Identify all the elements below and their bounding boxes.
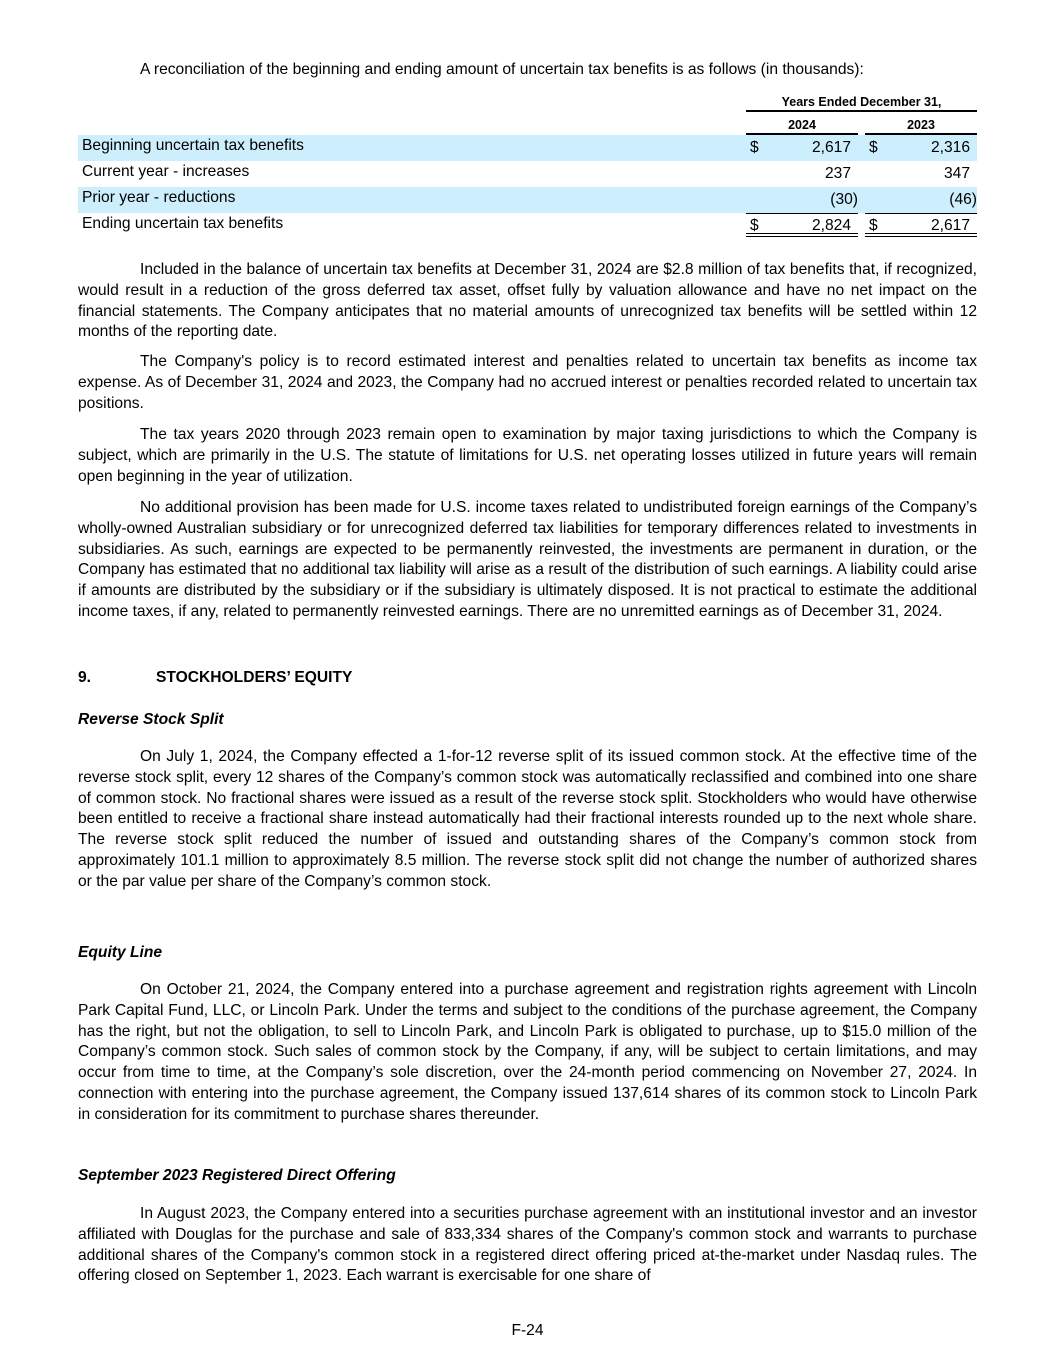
cell-2024: [746, 213, 858, 237]
currency-symbol: $: [869, 217, 878, 234]
paragraph-open-tax-years: The tax years 2020 through 2023 remain open to examination by major taxing jurisdictions to which the Company is subject, which are primarily in the U.S. The statute of limitations for U.S. net operating losses utilized in future years will remain open beginning in the year of utilization.: [78, 426, 977, 485]
cell-2023: [865, 190, 977, 212]
amount: 237: [824, 165, 851, 182]
amount: (30): [830, 191, 858, 208]
cell-2024: [746, 164, 858, 186]
section-number: 9.: [78, 669, 92, 686]
subsection-title-reverse-stock-split: Reverse Stock Split: [78, 711, 224, 728]
cell-2024: [746, 190, 858, 212]
currency-symbol: $: [869, 139, 878, 156]
amount: 2,824: [811, 217, 851, 234]
cell-2023: [865, 138, 977, 160]
cell-2023: [865, 213, 977, 237]
amount: 347: [943, 165, 970, 182]
subsection-title-equity-line: Equity Line: [78, 944, 163, 961]
paragraph-equity-line: On October 21, 2024, the Company entered into a purchase agreement and registration rights agreement with Lincoln Park Capital Fund, LLC, or Lincoln Park. Under the terms and subject to the conditions of the purchase agreement, the Company has the right, but not the obligation, to sell to Lincoln Park, and Lincoln Park is obligated to purchase, up to $15.0 million of the Company’s common stock. Such sales of common stock by the Company, if any, will be subject to certain limitations, and may occur from time to time, at the Company’s sole discretion, over the 24-month period commencing on November 27, 2024. In connection with entering into the purchase agreement, the Company issued 137,614 shares of its common stock to Lincoln Park in consideration for its commitment to purchase shares thereunder.: [78, 981, 977, 1123]
subsection-title-registered-direct-offering: September 2023 Registered Direct Offering: [78, 1167, 396, 1184]
amount: 2,617: [930, 217, 970, 234]
paragraph-interest-penalties-policy: The Company's policy is to record estimated interest and penalties related to uncertain tax benefits as income tax expense. As of December 31, 2024 and 2023, the Company had no accrued interest or penalties recorded related to uncertain tax positions.: [78, 353, 977, 412]
currency-symbol: $: [750, 217, 759, 234]
table-row-ending: [78, 213, 977, 239]
paragraph-uncertain-tax-balance: Included in the balance of uncertain tax benefits at December 31, 2024 are $2.8 million of tax benefits that, if recognized, would result in a reduction of the gross deferred tax asset, offset fully by valuation allowance and have no net impact on the financial statements. The Company anticipates that no material amounts of unrecognized tax benefits will be settled within 12 months of the reporting date.: [78, 261, 977, 341]
section-title: STOCKHOLDERS’ EQUITY: [156, 669, 353, 686]
row-label: Prior year - reductions: [82, 189, 236, 206]
year-headers: [746, 116, 977, 136]
table-row-current-year-increases: [78, 161, 977, 187]
year-header-2023: 2023: [865, 116, 977, 135]
row-label: Beginning uncertain tax benefits: [82, 137, 304, 154]
table-row-prior-year-reductions: [78, 187, 977, 213]
table-row-beginning: [78, 135, 977, 161]
amount: (46): [949, 191, 977, 208]
row-label: Ending uncertain tax benefits: [82, 215, 284, 232]
cell-2024: [746, 138, 858, 160]
table-intro-text: A reconciliation of the beginning and ending amount of uncertain tax benefits is as follows (in thousands):: [140, 61, 864, 78]
paragraph-registered-direct-offering: In August 2023, the Company entered into a securities purchase agreement with an institutional investor and an investor affiliated with Douglas for the purchase and sale of 833,334 shares of the Company's common stock and warrants to purchase additional shares of the Company's common stock in a registered direct offering priced at-the-market under Nasdaq rules. The offering closed on September 1, 2023. Each warrant is exercisable for one share of: [78, 1205, 977, 1285]
row-label: Current year - increases: [82, 163, 250, 180]
currency-symbol: $: [750, 139, 759, 156]
period-header: Years Ended December 31,: [746, 92, 977, 112]
paragraph-foreign-earnings: No additional provision has been made for U.S. income taxes related to undistributed foreign earnings of the Company’s wholly-owned Australian subsidiary or for unrecognized deferred tax liabilities for temporary differences related to investments in subsidiaries. As such, earnings are expected to be permanently reinvested, the investments are permanent in duration, or the Company has estimated that no additional tax liability will arise as a result of the distribution of such earnings. A liability could arise if amounts are distributed by the subsidiary or if the subsidiary is ultimately disposed. It is not practical to estimate the additional income taxes, if any, related to permanently reinvested earnings. There are no unremitted earnings as of December 31, 2024.: [78, 499, 977, 620]
amount: 2,617: [811, 139, 851, 156]
cell-2023: [865, 164, 977, 186]
year-header-2024: 2024: [746, 116, 858, 135]
amount: 2,316: [930, 139, 970, 156]
paragraph-reverse-stock-split: On July 1, 2024, the Company effected a 1-for-12 reverse split of its issued common stock. At the effective time of the reverse stock split, every 12 shares of the Company’s common stock was automatically reclassified and combined into one share of common stock. No fractional shares were issued as a result of the reverse stock split. Stockholders who would have otherwise been entitled to receive a fractional share instead automatically had their fractional interests rounded up to the next whole share. The reverse stock split reduced the number of issued and outstanding shares of the Company’s common stock from approximately 101.1 million to approximately 8.5 million. The reverse stock split did not change the number of authorized shares or the par value per share of the Company’s common stock.: [78, 748, 977, 890]
page-number: F-24: [511, 1322, 544, 1339]
